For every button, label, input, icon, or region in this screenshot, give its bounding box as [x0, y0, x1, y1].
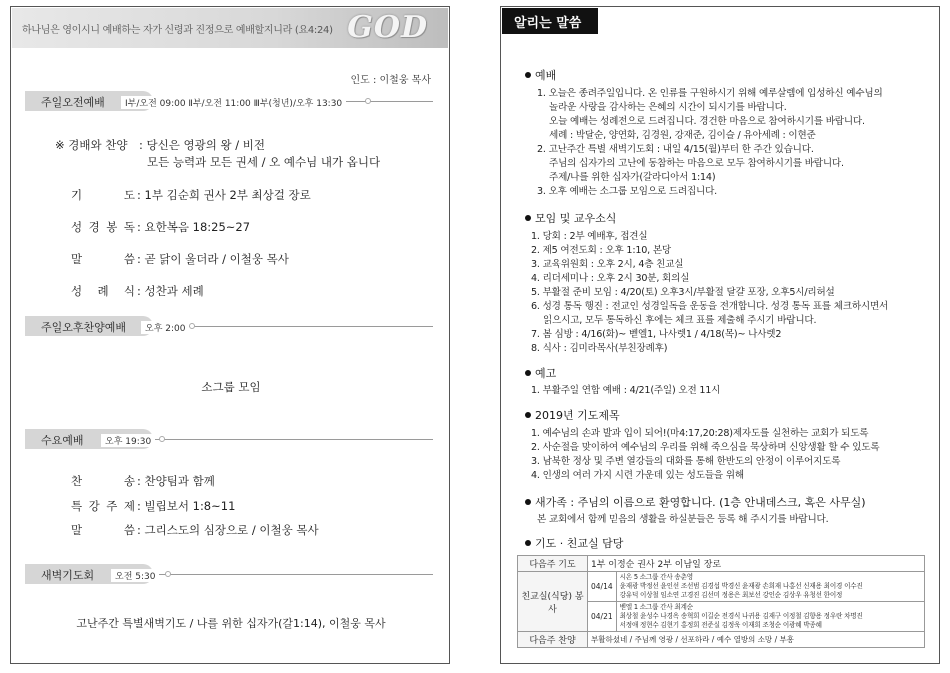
meeting-line: 2. 제5 여전도회 : 오후 1:10, 본당 [531, 245, 671, 256]
worship-line: 주님의 십자가의 고난에 동참하는 마음으로 모두 참여하시기를 바랍니다. [549, 158, 844, 169]
fellowship-label: 친교실(식당) 봉사 [518, 572, 588, 632]
next-prayer-label: 다음주 기도 [518, 556, 588, 572]
worship-leader: 인도 : 이철웅 목사 [350, 75, 431, 86]
dawn-content: 고난주간 특별새벽기도 / 나를 위한 십자가(갈1:14), 이철웅 목사 [76, 617, 386, 630]
section-title: 주일오전예배 [41, 96, 105, 109]
worship-line: 세례 : 박달순, 양연화, 김경원, 강재준, 김이슬 / 유아세례 : 이현준 [549, 130, 816, 141]
bullet-icon [525, 499, 531, 505]
order-row: 말 씀 : 그리스도의 심장으로 / 이철웅 목사 [71, 523, 319, 537]
worship-line: 1. 오늘은 종려주일입니다. 온 인류를 구원하시기 위해 예루살렘에 입성하신 예수님의 [537, 88, 883, 99]
table-row [518, 572, 925, 602]
dot-icon [159, 436, 165, 442]
prayer-line: 1. 예수님의 손과 발과 입이 되어!(마4:17,20:28)제자도를 실천하는 교회가 되도록 [531, 428, 869, 439]
table-row [518, 632, 925, 648]
meeting-line: 6. 성경 통독 행진 : 전교인 성경일독을 운동을 전개합니다. 성경 통독 표를 체크하시면서 [531, 301, 889, 312]
order-row: ※ 경배와 찬양 : 당신은 영광의 왕 / 비전 [55, 138, 266, 152]
meeting-line: 4. 리더세미나 : 오후 2시 30분, 회의실 [531, 273, 690, 284]
section-times: Ⅰ부/오전 09:00 Ⅱ부/오전 11:00 Ⅲ부(청년)/오후 13:30 [121, 96, 346, 109]
meeting-line: 5. 부활절 준비 모임 : 4/20(토) 오후3시/부활절 달걀 포장, 오후5시/리허설 [531, 287, 835, 298]
section-title: 주일오후찬양예배 [41, 321, 127, 334]
meeting-line: 3. 교육위원회 : 오후 2시, 4층 친교실 [531, 259, 684, 270]
order-row: 기 도 : 1부 김순희 권사 2부 최상걸 장로 [71, 188, 311, 202]
fellowship-date: 04/21 [588, 602, 617, 632]
order-row: 성 례 식 : 성찬과 세례 [71, 284, 204, 298]
newcomer-heading: 새가족 : 주님의 이름으로 환영합니다. (1층 안내데스크, 혹은 사무실) [525, 494, 866, 510]
order-row: 특 강 주 제 : 빌립보서 1:8~11 [71, 499, 236, 513]
announcements-header: 알리는 말씀 [502, 8, 598, 34]
worship-line: 오늘 예배는 성례전으로 드려집니다. 경건한 마음으로 참여하시기를 바랍니다. [549, 116, 865, 127]
next-praise-value: 부활하셨네 / 주님께 영광 / 선포하라 / 예수 열방의 소망 / 부흥 [588, 632, 925, 648]
order-row: 성 경 봉 독 : 요한복음 18:25~27 [71, 220, 251, 234]
worship-line: 2. 고난주간 특별 새벽기도회 : 내일 4/15(월)부터 한 주간 있습니다. [537, 144, 814, 155]
notice-heading: 예고 [525, 365, 556, 381]
banner [12, 8, 448, 48]
section-times: 오후 19:30 [101, 434, 155, 447]
prayer-line: 4. 인생의 여러 가지 시련 가운데 있는 성도들을 위해 [531, 470, 744, 481]
meeting-line: 7. 봄 심방 : 4/16(화)~ 벧엘1, 나사렛1 / 4/18(목)~ 나사렛2 [531, 329, 782, 340]
section-dawn [25, 564, 433, 584]
fellowship-members: 시온 5 소그룹 간사 송춘영 윤재광 박정선 윤인선 조선범 김경섭 박경신 윤재광 손희재 나홍선 신재용 최이경 이수진 강유덕 이상철 임소연 고경진 김선미 정용은 최보선 강인순 김상우 유청선 한이정 [616, 572, 924, 602]
worship-line: 주제/나를 위한 십자가(갈라디아서 1:14) [549, 172, 716, 183]
section-times: 오전 5:30 [111, 569, 159, 582]
prayer-heading: 2019년 기도제목 [525, 407, 620, 423]
worship-order-panel [10, 6, 450, 664]
section-times: 오후 2:00 [141, 321, 189, 334]
duty-table [517, 555, 925, 648]
bullet-icon [525, 540, 531, 546]
fellowship-members: 벧엘 1 소그룹 간사 최계순 최상철 윤성수 나경옥 송혁희 이길순 전경식 나귀용 김재구 이정철 김향용 정우란 차명진 서정애 정현수 김현기 홍정희 전준실 김정욱 이재희 조청순 이광혜 박종혜 [616, 602, 924, 632]
order-row: 찬 송 : 찬양팀과 함께 [71, 474, 215, 488]
section-wednesday [25, 429, 433, 449]
prayer-line: 2. 사순절을 맞이하여 예수님의 우리를 위해 죽으심을 묵상하며 신앙생활 할 수 있도록 [531, 442, 880, 453]
worship-line: 놀라운 사랑을 감사하는 은혜의 시간이 되시기를 바랍니다. [549, 102, 787, 113]
meeting-line: 1. 당회 : 2부 예배후, 접견실 [531, 231, 648, 242]
section-sunday-pm [25, 316, 433, 336]
order-row: 말 씀 : 곧 닭이 울더라 / 이철웅 목사 [71, 252, 289, 266]
announcements-panel [500, 6, 940, 664]
worship-heading: 예배 [525, 67, 556, 83]
newcomer-line: 본 교회에서 함께 믿음의 생활을 하실분들은 등록 해 주시기를 바랍니다. [537, 514, 829, 525]
duty-heading: 기도 · 친교실 담당 [525, 535, 623, 551]
bullet-icon [525, 72, 531, 78]
bullet-icon [525, 412, 531, 418]
dot-icon [189, 323, 195, 329]
dot-icon [165, 571, 171, 577]
notice-line: 1. 부활주일 연합 예배 : 4/21(주일) 오전 11시 [531, 385, 721, 396]
bullet-icon [525, 370, 531, 376]
order-row: 모든 능력과 모든 권세 / 오 예수님 내가 옵니다 [147, 155, 381, 169]
next-prayer-value: 1부 이정순 권사 2부 이남일 장로 [588, 556, 925, 572]
god-logo: GOD [347, 10, 428, 45]
meeting-line: 8. 식사 : 김미라목사(부친장례후) [531, 343, 668, 354]
sunday-pm-content: 소그룹 모임 [201, 380, 261, 394]
section-title: 새벽기도회 [41, 569, 95, 582]
section-sunday-am [25, 91, 433, 111]
meetings-heading: 모임 및 교우소식 [525, 210, 616, 226]
worship-line: 3. 오후 예배는 소그룹 모임으로 드려집니다. [537, 186, 717, 197]
table-row [518, 556, 925, 572]
banner-verse: 하나님은 영이시니 예배하는 자가 신령과 진정으로 예배할지니라 (요4:24) [22, 25, 333, 36]
bullet-icon [525, 215, 531, 221]
prayer-line: 3. 남북한 정상 및 주변 열강들의 대화를 통해 한반도의 안정이 이루어지도록 [531, 456, 841, 467]
fellowship-date: 04/14 [588, 572, 617, 602]
next-praise-label: 다음주 찬양 [518, 632, 588, 648]
dot-icon [365, 98, 371, 104]
section-title: 수요예배 [41, 434, 84, 447]
meeting-line: 읽으시고, 모두 통독하신 후에는 체크 표를 제출해 주시기 바랍니다. [543, 315, 817, 326]
